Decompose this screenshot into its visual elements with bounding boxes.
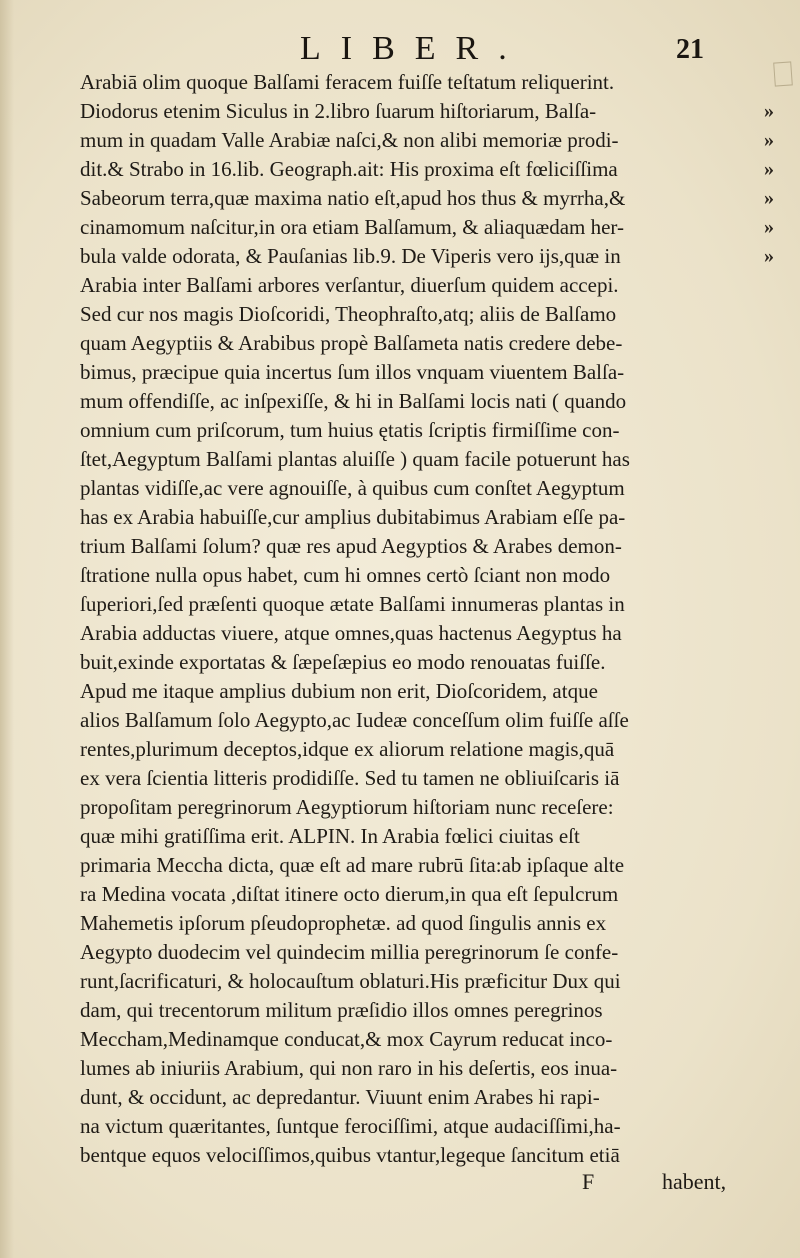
running-title: LIBER. bbox=[300, 30, 527, 67]
text-line bbox=[72, 1054, 772, 1083]
line-text: dunt, & occidunt, ac depredantur. Viuunt enim Arabes hi rapi- bbox=[80, 1085, 600, 1109]
text-line bbox=[72, 677, 772, 706]
text-line bbox=[72, 271, 772, 300]
text-line bbox=[72, 126, 772, 155]
line-text: Sed cur nos magis Dioſcoridi, Theophraſto,atq; aliis de Balſamo bbox=[80, 302, 617, 326]
text-line bbox=[72, 1025, 772, 1054]
line-text: bimus, præcipue quia incertus ſum illos vnquam viuentem Balſa- bbox=[80, 360, 625, 384]
line-text: propoſitam peregrinorum Aegyptiorum hiſtoriam nunc receſere: bbox=[80, 795, 614, 819]
text-line bbox=[72, 358, 772, 387]
marginal-quote-mark: » bbox=[764, 100, 774, 122]
marginal-quote-mark: » bbox=[764, 187, 774, 209]
page-footer bbox=[72, 1167, 772, 1197]
signature-mark: F bbox=[582, 1169, 595, 1194]
text-line bbox=[72, 851, 772, 880]
text-line bbox=[72, 764, 772, 793]
line-text: has ex Arabia habuiſſe,cur amplius dubitabimus Arabiam eſſe pa- bbox=[80, 505, 626, 529]
text-line bbox=[72, 242, 772, 271]
text-line bbox=[72, 155, 772, 184]
text-line bbox=[72, 822, 772, 851]
line-text: omnium cum priſcorum, tum huius ętatis ſcriptis firmiſſime con- bbox=[80, 418, 620, 442]
text-line bbox=[72, 97, 772, 126]
page-header bbox=[0, 30, 800, 70]
line-text: lumes ab iniuriis Arabium, qui non raro in his deſertis, eos inua- bbox=[80, 1056, 618, 1080]
line-text: ſtet,Aegyptum Balſami plantas aluiſſe ) quam facile potuerunt has bbox=[80, 447, 630, 471]
page-number: 21 bbox=[676, 34, 704, 65]
line-text: dit.& Strabo in 16.lib. Geograph.ait: His proxima eſt fœliciſſima bbox=[80, 157, 618, 181]
text-line bbox=[72, 503, 772, 532]
line-text: bula valde odorata, & Pauſanias lib.9. De Viperis vero ijs,quæ in bbox=[80, 244, 621, 268]
line-text: na victum quæritantes, ſuntque ferociſſimi, atque audaciſſimi,ha- bbox=[80, 1114, 621, 1138]
text-line bbox=[72, 735, 772, 764]
text-line bbox=[72, 532, 772, 561]
line-text: plantas vidiſſe,ac vere agnouiſſe, à quibus cum conſtet Aegyptum bbox=[80, 476, 625, 500]
body-text bbox=[72, 68, 772, 1170]
text-line bbox=[72, 387, 772, 416]
text-line bbox=[72, 590, 772, 619]
line-text: quæ mihi gratiſſima erit. ALPIN. In Arabia fœlici ciuitas eſt bbox=[80, 824, 580, 848]
line-text: ſtratione nulla opus habet, cum hi omnes certò ſciant non modo bbox=[80, 563, 611, 587]
line-text: Arabia adductas viuere, atque omnes,quas hactenus Aegyptus ha bbox=[80, 621, 622, 645]
line-text: bentque equos velociſſimos,quibus vtantur,legeque ſancitum etiā bbox=[80, 1143, 620, 1167]
line-text: runt,ſacrificaturi, & holocauſtum oblaturi.His præficitur Dux qui bbox=[80, 969, 621, 993]
text-line bbox=[72, 213, 772, 242]
line-text: buit,exinde exportatas & ſæpeſæpius eo modo renouatas fuiſſe. bbox=[80, 650, 606, 674]
line-text: primaria Meccha dicta, quæ eſt ad mare rubrū ſita:ab ipſaque alte bbox=[80, 853, 625, 877]
text-line bbox=[72, 329, 772, 358]
marginal-quote-mark: » bbox=[764, 158, 774, 180]
line-text: mum offendiſſe, ac inſpexiſſe, & hi in Balſami locis nati ( quando bbox=[80, 389, 627, 413]
text-line bbox=[72, 561, 772, 590]
gutter-shadow bbox=[0, 0, 14, 1258]
line-text: Apud me itaque amplius dubium non erit, Dioſcoridem, atque bbox=[80, 679, 598, 703]
text-line bbox=[72, 909, 772, 938]
line-text: quam Aegyptiis & Arabibus propè Balſameta natis credere debe- bbox=[80, 331, 623, 355]
text-line bbox=[72, 300, 772, 329]
line-text: Mahemetis ipſorum pſeudoprophetæ. ad quod ſingulis annis ex bbox=[80, 911, 607, 935]
text-line bbox=[72, 619, 772, 648]
text-line bbox=[72, 1112, 772, 1141]
marginal-quote-mark: » bbox=[764, 245, 774, 267]
line-text: Meccham,Medinamque conducat,& mox Cayrum reducat inco- bbox=[80, 1027, 613, 1051]
text-line bbox=[72, 184, 772, 213]
line-text: Arabiā olim quoque Balſami feracem fuiſſe teſtatum reliquerint. bbox=[80, 70, 615, 94]
line-text: rentes,plurimum deceptos,idque ex aliorum relatione magis,quā bbox=[80, 737, 615, 761]
line-text: mum in quadam Valle Arabiæ naſci,& non alibi memoriæ prodi- bbox=[80, 128, 619, 152]
text-line bbox=[72, 648, 772, 677]
marginal-quote-mark: » bbox=[764, 216, 774, 238]
line-text: Arabia inter Balſami arbores verſantur, diuerſum quidem accepi. bbox=[80, 273, 619, 297]
catchword: habent, bbox=[662, 1169, 727, 1194]
line-text: alios Balſamum ſolo Aegypto,ac Iudeæ conceſſum olim fuiſſe aſſe bbox=[80, 708, 629, 732]
text-line bbox=[72, 996, 772, 1025]
marginal-quote-mark: » bbox=[764, 129, 774, 151]
text-line bbox=[72, 416, 772, 445]
line-text: Diodorus etenim Siculus in 2.libro ſuarum hiſtoriarum, Balſa- bbox=[80, 99, 597, 123]
line-text: ra Medina vocata ,diſtat itinere octo dierum,in qua eſt ſepulcrum bbox=[80, 882, 619, 906]
line-text: cinamomum naſcitur,in ora etiam Balſamum, & aliaquædam her- bbox=[80, 215, 625, 239]
text-line bbox=[72, 68, 772, 97]
line-text: ſuperiori,ſed præſenti quoque ætate Balſami innumeras plantas in bbox=[80, 592, 625, 616]
text-line bbox=[72, 706, 772, 735]
text-line bbox=[72, 967, 772, 996]
text-line bbox=[72, 880, 772, 909]
line-text: Aegypto duodecim vel quindecim millia peregrinorum ſe confe- bbox=[80, 940, 619, 964]
line-text: Sabeorum terra,quæ maxima natio eſt,apud hos thus & myrrha,& bbox=[80, 186, 626, 210]
text-line bbox=[72, 938, 772, 967]
text-line bbox=[72, 1141, 772, 1170]
line-text: trium Balſami ſolum? quæ res apud Aegyptios & Arabes demon- bbox=[80, 534, 622, 558]
line-text: ex vera ſcientia litteris prodidiſſe. Sed tu tamen ne obliuiſcaris iā bbox=[80, 766, 620, 790]
line-text: dam, qui trecentorum militum præſidio illos omnes peregrinos bbox=[80, 998, 603, 1022]
corner-fold-mark bbox=[773, 61, 793, 86]
text-line bbox=[72, 793, 772, 822]
text-line bbox=[72, 445, 772, 474]
text-line bbox=[72, 1083, 772, 1112]
text-line bbox=[72, 474, 772, 503]
